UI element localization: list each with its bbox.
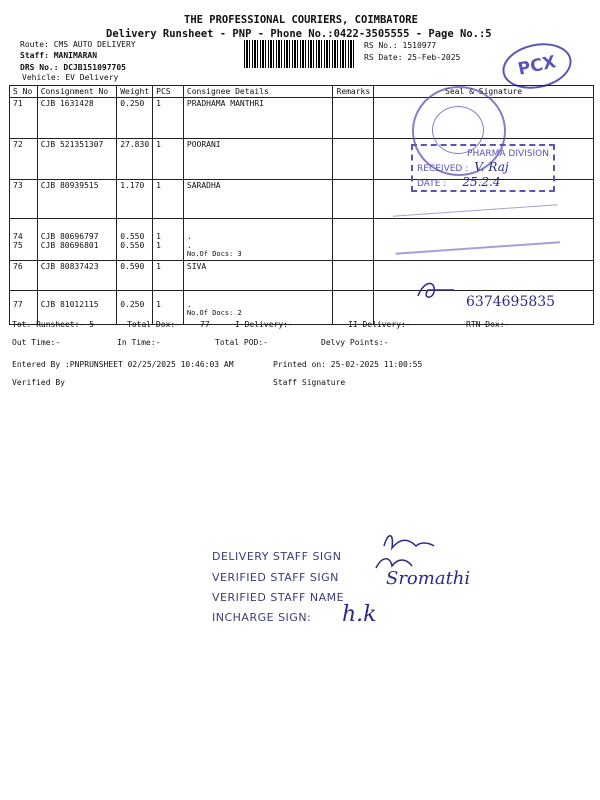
cell-sno: 76 (10, 261, 38, 291)
cell-pcs: 1 (153, 98, 184, 139)
division-text: PHARMA DIVISION (467, 149, 549, 159)
incharge-handwritten: h.k (342, 602, 377, 627)
cell-remarks (333, 219, 374, 261)
header-seal: Seal & Signature (374, 86, 594, 98)
ii-delivery: II Delivery:- (348, 320, 411, 329)
total-dox-value: 77 (200, 320, 210, 329)
pcx-stamp-text: PCX (516, 52, 558, 80)
cell-sno: 71 (10, 98, 38, 139)
cell-sno: 73 (10, 180, 38, 219)
cell-consignee: . . No.Of Docs: 3 (183, 219, 333, 261)
cell-consignment: CJB 1631428 (37, 98, 117, 139)
rs-date: RS Date: 25-Feb-2025 (364, 53, 461, 62)
cell-seal (374, 261, 594, 291)
runsheet-subtitle: Delivery Runsheet - PNP - Phone No.:0422-3505555 - Page No.:5 (106, 28, 492, 40)
header-consignment: Consignment No (37, 86, 117, 98)
incharge-sign-label: INCHARGE SIGN: (212, 611, 312, 624)
total-dox-label: Total Dox:- (127, 320, 180, 329)
cell-remarks (333, 180, 374, 219)
cell-consignee: POORANI (183, 139, 333, 180)
cell-consignee: SARADHA (183, 180, 333, 219)
cell-weight: 0.550 0.550 (117, 219, 153, 261)
total-pod: Total POD:- (215, 338, 268, 347)
verified-staff-name-label: VERIFIED STAFF NAME (212, 591, 345, 604)
cell-weight: 0.250 (117, 291, 153, 325)
delivery-staff-sign-label: DELIVERY STAFF SIGN (212, 550, 342, 563)
cell-remarks (333, 98, 374, 139)
date-label: DATE : (417, 179, 447, 189)
verified-staff-sign-label: VERIFIED STAFF SIGN (212, 571, 339, 584)
cell-consignee: SIVA (183, 261, 333, 291)
cell-consignee: . No.Of Docs: 2 (183, 291, 333, 325)
cell-sno: 72 (10, 139, 38, 180)
received-label: RECEIVED : (417, 164, 469, 174)
header-consignee: Consignee Details (183, 86, 333, 98)
date-hand: 25.2.4 (462, 175, 501, 189)
received-hand: V. Raj (474, 160, 509, 174)
table-header-row (10, 86, 594, 98)
cell-remarks (333, 139, 374, 180)
staff-text: Staff: MANIMARAN (20, 51, 98, 60)
cell-pcs: 1 (153, 261, 184, 291)
cell-pcs: 1 1 (153, 219, 184, 261)
runsheet-table (9, 85, 594, 325)
header-pcs: PCS (153, 86, 184, 98)
cell-weight: 1.170 (117, 180, 153, 219)
cell-sno: 77 (10, 291, 38, 325)
staff-signature: Staff Signature (273, 378, 346, 387)
cell-consignment: CJB 80837423 (37, 261, 117, 291)
tot-runsheet: Tot. Runsheet:- 5 (12, 320, 94, 329)
signature-scribble (414, 276, 464, 304)
cell-remarks (333, 261, 374, 291)
cell-weight: 0.250 (117, 98, 153, 139)
cell-consignment: CJB 80696797 CJB 80696801 (37, 219, 117, 261)
drs-text: DRS No.: DCJB151097705 (20, 63, 126, 72)
header-remarks: Remarks (333, 86, 374, 98)
header-sno: S No (10, 86, 38, 98)
header-weight: Weight (117, 86, 153, 98)
table-row (10, 261, 594, 291)
cell-pcs: 1 (153, 291, 184, 325)
delvy-points: Delvy Points:- (321, 338, 389, 347)
cell-consignment: CJB 81012115 (37, 291, 117, 325)
cell-consignment: CJB 521351307 (37, 139, 117, 180)
entered-by: Entered By :PNPRUNSHEET 02/25/2025 10:46:03 AM (12, 360, 234, 369)
cell-consignment: CJB 80939515 (37, 180, 117, 219)
verified-name-handwritten: Sromathi (386, 568, 471, 589)
out-time: Out Time:- (12, 338, 61, 347)
cell-consignee: PRADHAMA MANTHRI (183, 98, 333, 139)
barcode (244, 40, 356, 68)
received-stamp (411, 144, 555, 192)
rtn-dox: RTN Dox:- (466, 320, 510, 329)
printed-on: Printed on: 25-02-2025 11:00:55 (273, 360, 423, 369)
company-title: THE PROFESSIONAL COURIERS, COIMBATORE (184, 14, 418, 26)
vehicle-text: Vehicle: EV Delivery (22, 73, 119, 82)
verified-by: Verified By (12, 378, 65, 387)
cell-pcs: 1 (153, 180, 184, 219)
i-delivery: I Delivery:- (235, 320, 293, 329)
in-time: In Time:- (117, 338, 161, 347)
rs-no: RS No.: 1510977 (364, 41, 437, 50)
phone-handwritten: 6374695835 (466, 294, 556, 310)
cell-pcs: 1 (153, 139, 184, 180)
cell-weight: 0.590 (117, 261, 153, 291)
cell-weight: 27.830 (117, 139, 153, 180)
route-text: Route: CMS AUTO DELIVERY (20, 40, 136, 49)
cell-sno: 74 75 (10, 219, 38, 261)
